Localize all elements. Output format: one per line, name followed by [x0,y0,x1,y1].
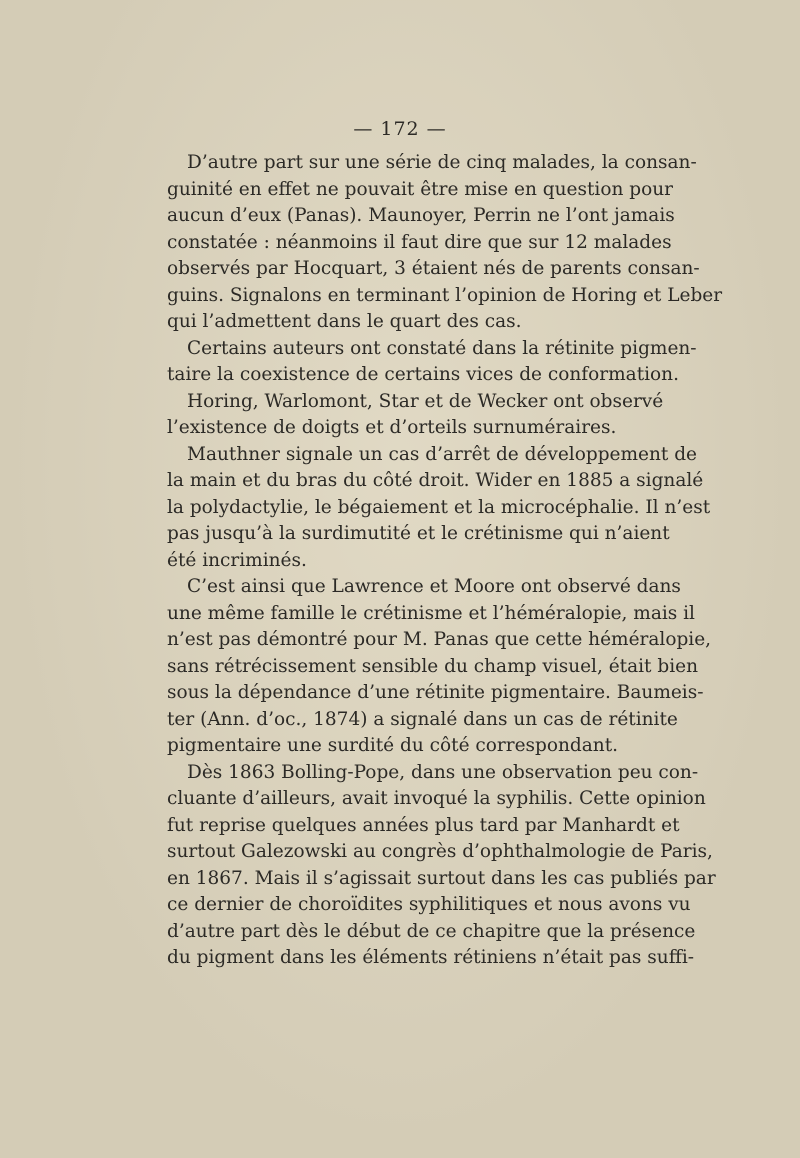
text-line: été incriminés. [167,549,307,571]
text-line: sans rétrécissement sensible du champ visuel, était bien [167,655,698,677]
text-line: la main et du bras du côté droit. Wider en 1885 a signalé [167,470,704,491]
paragraph [167,442,711,575]
page-number: — 172 — [353,118,447,140]
text-line: n’est pas démontré pour M. Panas que cette héméralopie, [167,629,712,650]
text-line: constatée : néanmoins il faut dire que sur 12 malades [167,231,672,253]
text-line: C’est ainsi que Lawrence et Moore ont observé dans [187,576,681,597]
text-line: une même famille le crétinisme et l’héméralopie, mais il [167,602,695,624]
text-line: taire la coexistence de certains vices de conformation. [167,364,679,385]
text-line: Dès 1863 Bolling-Pope, dans une observation peu con- [187,761,699,783]
text-line: du pigment dans les éléments rétiniens n’était pas suffi- [167,947,695,968]
text-line: en 1867. Mais il s’agissait surtout dans les cas publiés par [167,867,716,889]
text-line: Mauthner signale un cas d’arrêt de développement de [187,443,698,465]
paragraph [167,150,723,336]
text-line: fut reprise quelques années plus tard par Manhardt et [167,814,680,836]
text-line: cluante d’ailleurs, avait invoqué la syphilis. Cette opinion [167,788,706,809]
text-line: sous la dépendance d’une rétinite pigmentaire. Baumeis- [167,682,704,703]
text-line: d’autre part dès le début de ce chapitre que la présence [167,920,696,942]
text-line: guinité en effet ne pouvait être mise en question pour [167,178,674,200]
text-line: ce dernier de choroïdites syphilitiques et nous avons vu [167,894,691,915]
text-line: ter (Ann. d’oc., 1874) a signalé dans un cas de rétinite [167,708,678,730]
text-line: surtout Galezowski au congrès d’ophthalmologie de Paris, [167,841,713,862]
text-line: la polydactylie, le bégaiement et la microcéphalie. Il n’est [167,496,711,518]
paragraph [167,389,664,442]
text-line: Certains auteurs ont constaté dans la rétinite pigmen- [187,337,697,359]
text-line: D’autre part sur une série de cinq malades, la consan- [187,152,697,173]
text-line: guins. Signalons en terminant l’opinion de Horing et Leber [167,284,723,306]
text-line: pigmentaire une surdité du côté correspondant. [167,735,619,756]
text-line: qui l’admettent dans le quart des cas. [167,311,522,332]
text-line: observés par Hocquart, 3 étaient nés de parents consan- [167,258,700,279]
paragraph [167,574,712,760]
text-line: aucun d’eux (Panas). Maunoyer, Perrin ne l’ont jamais [167,205,675,226]
paragraph [167,760,716,972]
text-line: pas jusqu’à la surdimutité et le crétinisme qui n’aient [167,523,670,544]
body-text [167,150,723,972]
text-line: Horing, Warlomont, Star et de Wecker ont observé [187,390,664,412]
text-line: l’existence de doigts et d’orteils surnuméraires. [167,417,617,438]
paragraph [167,336,697,389]
